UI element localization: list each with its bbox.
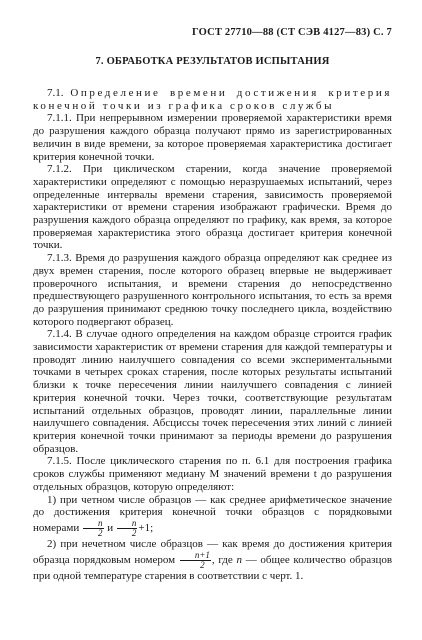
paragraph-7-1-2: 7.1.2. При циклическом старении, когда значение проверяемой характеристики определяют с помощью неразрушаемых испытаний, через определенные интервалы времени старения, зависимость проверяемой характеристики от времени старения изображают графически. Время до разрушения каждого образца определяют по графику, как время, за которое проверяемая характеристика этого образца достигает критерия конечной точки. (33, 163, 392, 252)
list-item-1-text: 1) при четном числе образцов — как среднее арифметическое значение до достижения критерия конечной точки образцов с порядковыми номерами (33, 493, 392, 534)
list-item-2 (33, 538, 392, 582)
paragraph-7-1-4: 7.1.4. В случае одного определения на каждом образце строится график зависимости характеристик от времени старения для каждой температуры и проводят линию наилучшего совпадения со всеми экспериментальными точками в четырех сроках старения, после которых результаты испытаний близки к точке пересечения линии наилучшего совпадения с линией критерия конечной точки. Через точки, соответствующие результатам испытаний отдельных образцов, проводят линии, параллельные линии наилучшего совпадения. Абсциссы точек пересечения этих линий с линией критерия конечной точки принимают за периоды времени до разрушения образцов. (33, 328, 392, 455)
section-content (33, 87, 392, 582)
formula-denominator: 2 (131, 527, 137, 538)
list-item-2-text: 2) при нечетном числе образцов — как время до достижения критерия образца порядковым номером (33, 537, 392, 566)
formula-denominator: 2 (200, 559, 205, 570)
formula-denominator: 2 (98, 527, 103, 538)
formula-n-over-2 (83, 519, 104, 538)
page-header: ГОСТ 27710—88 (СТ СЭВ 4127—83) С. 7 (191, 27, 392, 38)
list-item-1-plus-one: +1; (138, 521, 154, 534)
formula-n-over-2-second (117, 519, 138, 538)
list-item-2-rest: — общее количество образцов при одной температуре старения в соответствии с черт. 1. (33, 553, 393, 582)
list-item-2-variable-n: n (236, 553, 242, 566)
list-item-2-where: , где (211, 553, 233, 566)
paragraph-7-1-1: 7.1.1. При непрерывном измерении проверяемой характеристики время до разрушения каждого образца получают прямо из зарегистрированных величин в виде времени, за которое проверяемая характеристика достигает критерия конечной точки. (33, 112, 392, 163)
paragraph-7-1-3: 7.1.3. Время до разрушения каждого образца определяют как среднее из двух времен старения, после которого образец впервые не выдерживает проверочного испытания, и времени старения до непосредственно предшествующего разрушенного контрольного испытания, то есть за время до разрушения принимают среднюю точку последнего цикла, воздействию которого подвергают образец. (33, 252, 392, 328)
paragraph-7-1 (33, 87, 392, 112)
paragraph-7-1-5: 7.1.5. После циклического старения по п. 6.1 для построения графика сроков службы применяют медиану М значений времени t до разрушения отдельных образцов, которую определяют: (33, 455, 392, 493)
formula-n-plus-1-over-2 (180, 551, 211, 570)
paragraph-7-1-number: 7.1. (47, 87, 64, 99)
formula-numerator: n+1 (180, 551, 211, 561)
list-item-1-and: и (107, 521, 114, 534)
list-item-1 (33, 494, 392, 538)
paragraph-7-1-heading: Определение времени достижения критерия конечной точки из графика сроков службы (33, 87, 393, 112)
formula-numerator: n (83, 519, 104, 529)
formula-numerator: n (117, 519, 138, 529)
section-title: 7. ОБРАБОТКА РЕЗУЛЬТАТОВ ИСПЫТАНИЯ (95, 56, 330, 67)
